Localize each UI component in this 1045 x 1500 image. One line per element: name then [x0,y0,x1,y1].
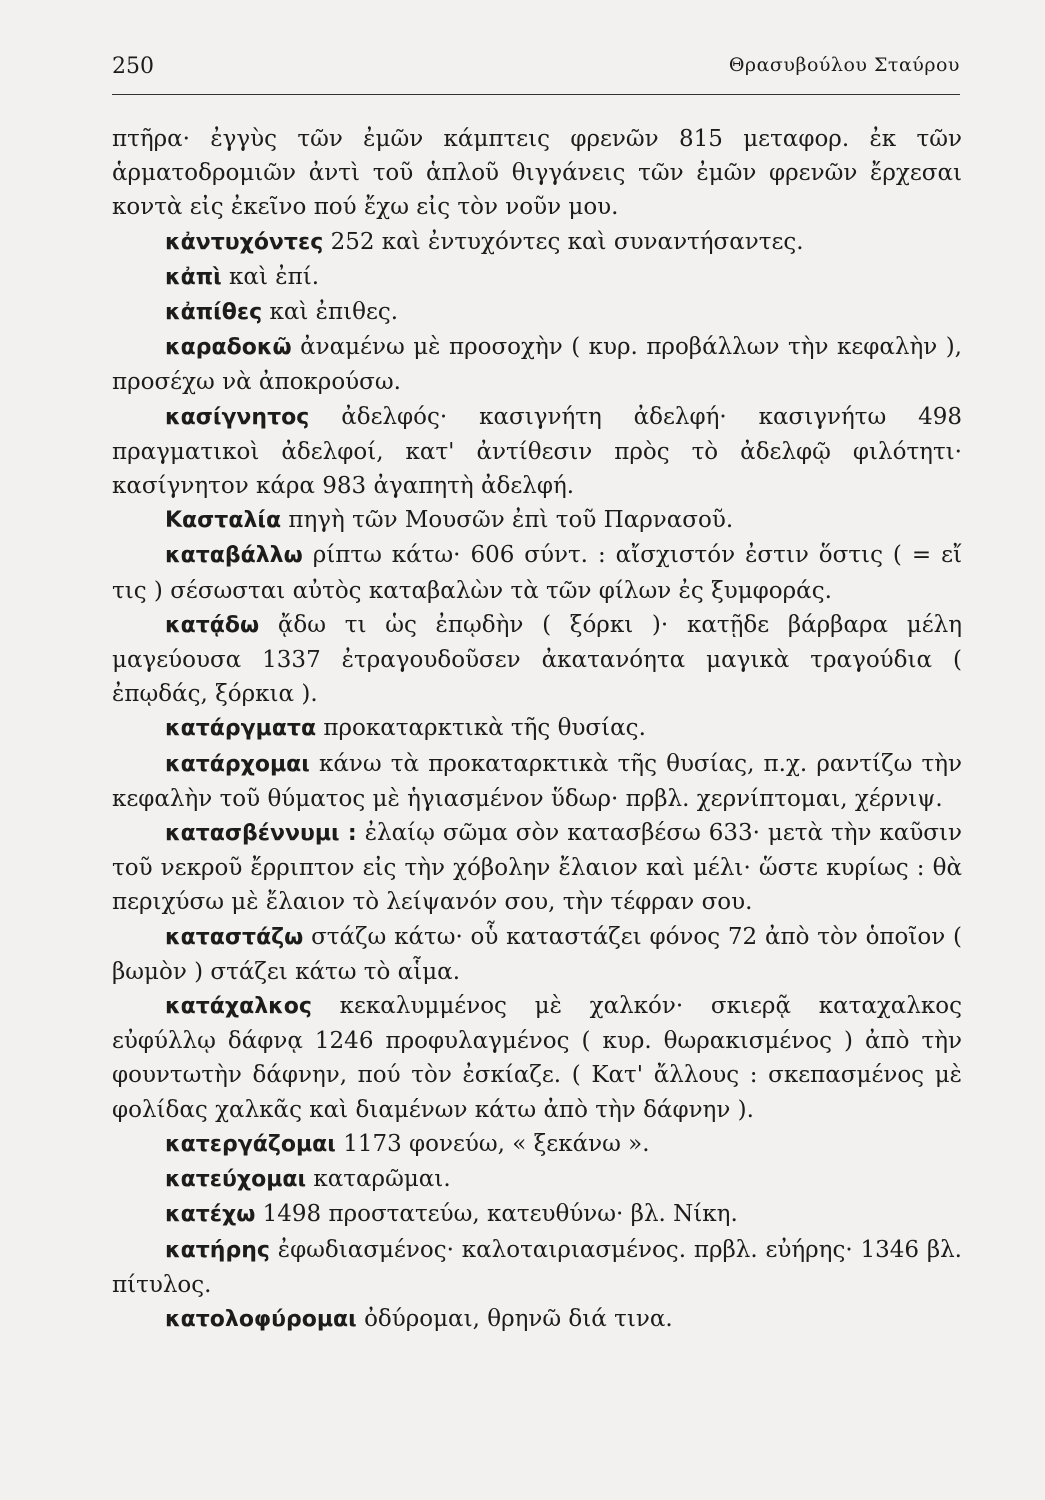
headword: κατάρχομαι [165,751,310,777]
glossary-entry [112,1197,962,1232]
glossary-entry [112,225,962,260]
entry-text: ἐλαίῳ σῶμα σὸν κατασβέσω 633· μετὰ τὴν καῦσιν τοῦ νεκροῦ ἔρριπτον εἰς τὴν χόβολην ἔλαιον καὶ μέλι· ὥστε κυρίως : θὰ περιχύσω μὲ ἔλαιον τὸ λείψανόν σου, τὴν τέφραν σου. [112,820,962,916]
glossary-entry [112,295,962,330]
entry-text: στάζω κάτω· οὗ καταστάζει φόνος 72 ἀπὸ τὸν ὁποῖον ( βωμὸν ) στάζει κάτω τὸ αἷμα. [112,923,962,985]
glossary-entry [112,538,962,607]
headword: Κασταλία [165,508,282,534]
glossary-entry [112,1302,962,1337]
page-number: 250 [112,54,154,79]
glossary-entry [112,503,962,538]
headword: καραδοκῶ [165,335,292,361]
glossary-entry [112,1162,962,1197]
entry-text: ᾄδω τι ὡς ἐπῳδὴν ( ξόρκι )· κατῇδε βάρβαρα μέλη μαγεύουσα 1337 ἐτραγουδοῦσεν ἀκατανόητα μαγικὰ τραγούδια ( ἐπῳδάς, ξόρκια ). [112,611,963,708]
entry-text: κάνω τὰ προκαταρκτικὰ τῆς θυσίας, π.χ. ραντίζω τὴν κεφαλὴν τοῦ θύματος μὲ ἡγιασμένον ὕδωρ· πρβλ. χερνίπτομαι, χέρνιψ. [112,750,963,812]
glossary-entry [112,747,962,816]
entry-text: ρίπτω κάτω· 606 σύντ. : αἴσχιστόν ἐστιν ὅστις ( = εἴ τις ) σέσωσται αὐτὸς καταβαλὼν τὰ τῶν φίλων ἐς ξυμφοράς. [112,542,963,604]
headword: κατεύχομαι [165,1167,307,1193]
entry-text: κεκαλυμμένος μὲ χαλκόν· σκιερᾷ καταχαλκος εὐφύλλῳ δάφνᾳ 1246 προφυλαγμένος ( κυρ. θωρακισμένος ) ἀπὸ τὴν φουντωτὴν δάφνην, πού τὸν ἐσκίαζε. ( Κατ' ἄλλους : σκεπασμένος μὲ φολίδας χαλκᾶς καὶ διαμένων κάτω ἀπὸ τὴν δάφνην ). [112,993,963,1123]
entry-text: πτῆρα· ἐγγὺς τῶν ἐμῶν κάμπτεις φρενῶν 815 μεταφορ. ἐκ τῶν ἁρματοδρομιῶν ἀντὶ τοῦ ἁπλοῦ θιγγάνεις τῶν ἐμῶν φρενῶν ἔρχεσαι κοντὰ εἰς ἐκεῖνο πού ἔχω εἰς τὸν νοῦν μου. [112,126,962,221]
entry-text: προκαταρκτικὰ τῆς θυσίας. [323,715,646,742]
headword: κατάργματα [165,716,317,742]
glossary-entry [112,400,962,504]
entry-text: πηγὴ τῶν Μουσῶν ἐπὶ τοῦ Παρνασοῦ. [288,507,734,534]
entry-text: 1173 φονεύω, « ξεκάνω ». [343,1130,650,1157]
headword: κατᾴδω [165,612,260,638]
headword: καταβάλλω [165,543,303,569]
glossary-entry [112,330,962,399]
glossary-entry [112,122,962,225]
entry-text: ἐφωδιασμένος· καλοταιριασμένος. πρβλ. εὐήρης· 1346 βλ. πίτυλος. [112,1236,962,1298]
page-header [112,48,960,88]
entry-text: καὶ ἐπί. [229,263,320,290]
headword: κἀντυχόντες [165,229,324,255]
headword: κατολοφύρομαι [165,1306,357,1332]
glossary-entry [112,260,962,295]
entry-text: καταρῶμαι. [313,1166,451,1193]
headword: κατεργάζομαι [165,1131,336,1157]
entry-text: 1498 προστατεύω, κατευθύνω· βλ. Νίκη. [262,1201,738,1228]
headword: καταστάζω [165,924,304,950]
entry-text: ὀδύρομαι, θρηνῶ διά τινα. [364,1305,673,1332]
entry-text: ἀναμένω μὲ προσοχὴν ( κυρ. προβάλλων τὴν κεφαλὴν ), προσέχω νὰ ἀποκρούσω. [112,334,962,396]
headword: κατασβέννυμι : [165,821,357,847]
headword: κατάχαλκος [165,994,312,1020]
header-rule [112,94,960,95]
entry-text: ἀδελφός· κασιγνήτη ἀδελφή· κασιγνήτω 498 πραγματικοὶ ἀδελφοί, κατ' ἀντίθεσιν πρὸς τὸ ἀδελφῷ φιλότητι· κασίγνητον κάρα 983 ἀγαπητὴ ἀδελφή. [112,403,963,500]
glossary-entry [112,608,962,712]
glossary-entry [112,711,962,746]
glossary-entry [112,920,962,989]
entry-text: καὶ ἐπιθες. [269,299,399,326]
headword: κασίγνητος [165,404,310,430]
glossary-entry [112,1127,962,1162]
headword: κἀπίθες [165,300,263,326]
running-head: Θρασυβούλου Σταύρου [728,54,960,76]
glossary-entry [112,816,962,920]
glossary-entries [112,122,962,1337]
entry-text: 252 καὶ ἐντυχόντες καὶ συναντήσαντες. [330,228,804,255]
headword: κατέχω [165,1202,256,1228]
glossary-entry [112,989,962,1127]
glossary-entry [112,1233,962,1302]
headword: κατήρης [165,1237,270,1263]
headword: κἀπὶ [165,264,222,290]
